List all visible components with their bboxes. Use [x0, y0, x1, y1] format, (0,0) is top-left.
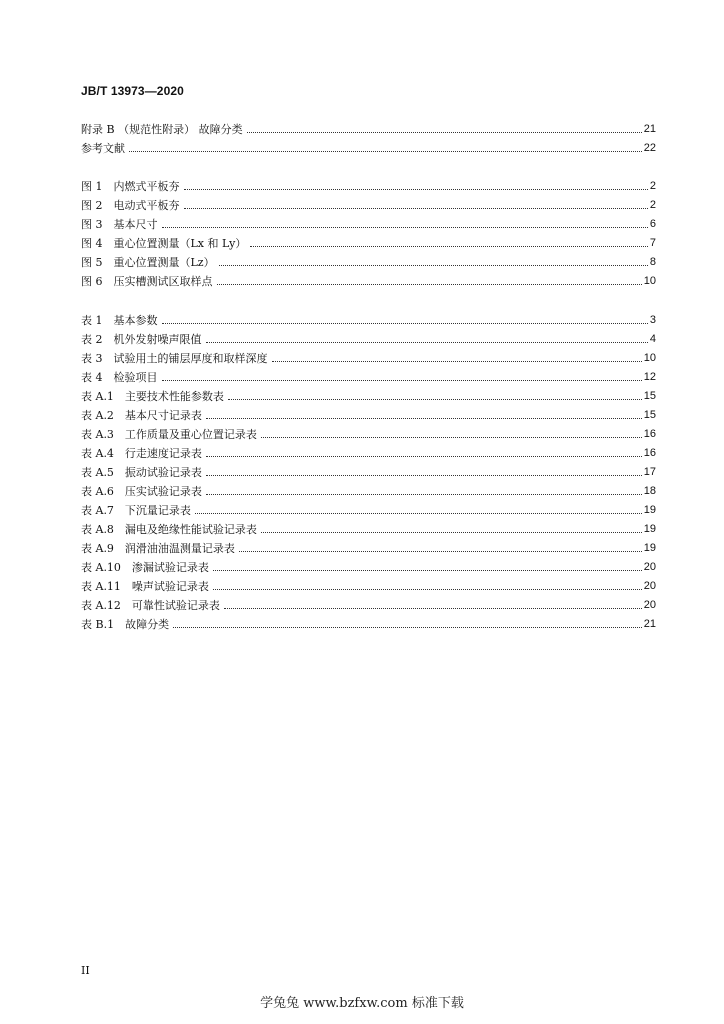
toc-entry[interactable]: [81, 327, 656, 346]
toc-entry-page: 19: [643, 523, 656, 535]
toc-entry-page: 8: [649, 256, 656, 268]
toc-entry-title: 表 B.1 故障分类: [81, 618, 170, 631]
toc-entry-page: 19: [643, 542, 656, 554]
toc-entry[interactable]: [81, 136, 656, 155]
dot-leader: [206, 493, 642, 495]
dot-leader: [206, 474, 642, 476]
toc-entry-title: 表 2 机外发射噪声限值: [81, 333, 202, 346]
toc-entry[interactable]: [81, 422, 656, 441]
toc-entry-title: 附录 B （规范性附录） 故障分类: [81, 123, 243, 136]
toc-entry-title: 表 A.2 基本尺寸记录表: [81, 409, 202, 422]
toc-entry[interactable]: [81, 384, 656, 403]
toc-entry-title: 表 4 检验项目: [81, 371, 158, 384]
toc-entry[interactable]: [81, 479, 656, 498]
toc-entry[interactable]: [81, 365, 656, 384]
dot-leader: [195, 512, 642, 514]
toc-entry[interactable]: [81, 231, 656, 250]
toc-entry-page: 15: [643, 390, 656, 402]
document-code: [81, 84, 184, 98]
dot-leader: [217, 283, 642, 285]
toc-entry-page: 3: [649, 314, 656, 326]
toc-entry-title: 表 A.7 下沉量记录表: [81, 504, 191, 517]
toc-entry-title: 图 1 内燃式平板夯: [81, 180, 180, 193]
toc-entry[interactable]: [81, 498, 656, 517]
document-code-text: JB/T 13973—2020: [81, 84, 184, 98]
dot-leader: [162, 379, 642, 381]
toc-entry-title: 表 A.9 润滑油油温测量记录表: [81, 542, 235, 555]
dot-leader: [239, 550, 642, 552]
dot-leader: [162, 226, 648, 228]
toc-entry-page: 6: [649, 218, 656, 230]
toc-entry-title: 图 6 压实槽测试区取样点: [81, 275, 213, 288]
toc-entry-title: 表 A.10 渗漏试验记录表: [81, 561, 209, 574]
toc-entry[interactable]: [81, 117, 656, 136]
toc-entry-title: 表 A.11 噪声试验记录表: [81, 580, 209, 593]
toc-entry-page: 22: [643, 142, 656, 154]
toc-entry[interactable]: [81, 308, 656, 327]
dot-leader: [261, 531, 642, 533]
toc-entry-page: 21: [643, 123, 656, 135]
toc-entry-page: 7: [649, 237, 656, 249]
toc-entry-title: 表 A.4 行走速度记录表: [81, 447, 202, 460]
toc-entry[interactable]: [81, 346, 656, 365]
dot-leader: [250, 245, 648, 247]
toc-entry-page: 19: [643, 504, 656, 516]
dot-leader: [184, 207, 648, 209]
toc-entry-page: 21: [643, 618, 656, 630]
watermark-text: 学兔兔 www.bzfxw.com 标准下载: [260, 996, 464, 1011]
toc-entry-page: 17: [643, 466, 656, 478]
toc-entry[interactable]: [81, 441, 656, 460]
dot-leader: [213, 588, 642, 590]
dot-leader: [173, 626, 642, 628]
toc-table-list: [81, 308, 656, 631]
toc-entry-page: 16: [643, 447, 656, 459]
toc-entry-page: 20: [643, 561, 656, 573]
toc-entry[interactable]: [81, 269, 656, 288]
toc-entry-title: 图 2 电动式平板夯: [81, 199, 180, 212]
toc-entry-title: 图 5 重心位置测量（Lz）: [81, 256, 215, 269]
toc-entry-page: 15: [643, 409, 656, 421]
dot-leader: [213, 569, 642, 571]
toc-figure-list: [81, 174, 656, 288]
toc-entry[interactable]: [81, 536, 656, 555]
dot-leader: [224, 607, 642, 609]
dot-leader: [272, 360, 642, 362]
toc-entry-page: 4: [649, 333, 656, 345]
toc-entry[interactable]: [81, 212, 656, 231]
toc-entry-title: 图 4 重心位置测量（Lx 和 Ly）: [81, 237, 247, 250]
toc-entry-title: 表 A.8 漏电及绝缘性能试验记录表: [81, 523, 257, 536]
toc-entry-page: 20: [643, 599, 656, 611]
toc-entry-page: 18: [643, 485, 656, 497]
toc-entry-title: 表 A.5 振动试验记录表: [81, 466, 202, 479]
toc-entry-page: 10: [643, 275, 656, 287]
toc-entry-title: 表 A.3 工作质量及重心位置记录表: [81, 428, 257, 441]
toc-entry-page: 2: [649, 180, 656, 192]
dot-leader: [162, 322, 648, 324]
dot-leader: [129, 150, 642, 152]
dot-leader: [184, 188, 648, 190]
toc-entry-title: 表 1 基本参数: [81, 314, 158, 327]
dot-leader: [247, 131, 642, 133]
toc-entry-title: 参考文献: [81, 142, 125, 155]
toc-entry-title: 表 3 试验用土的铺层厚度和取样深度: [81, 352, 268, 365]
toc-entry-title: 表 A.12 可靠性试验记录表: [81, 599, 220, 612]
toc-entry-title: 表 A.1 主要技术性能参数表: [81, 390, 224, 403]
dot-leader: [228, 398, 642, 400]
toc-entry[interactable]: [81, 250, 656, 269]
toc-entry-page: 12: [643, 371, 656, 383]
toc-appendix-list: [81, 117, 656, 155]
toc-entry[interactable]: [81, 574, 656, 593]
toc-entry-page: 16: [643, 428, 656, 440]
toc-entry[interactable]: [81, 403, 656, 422]
toc-entry[interactable]: [81, 193, 656, 212]
dot-leader: [206, 341, 648, 343]
dot-leader: [206, 417, 642, 419]
toc-entry[interactable]: [81, 612, 656, 631]
page-number: II: [81, 964, 90, 977]
toc-entry-title: 图 3 基本尺寸: [81, 218, 158, 231]
toc-entry-page: 10: [643, 352, 656, 364]
toc-entry-title: 表 A.6 压实试验记录表: [81, 485, 202, 498]
toc-entry-page: 2: [649, 199, 656, 211]
toc-entry[interactable]: [81, 593, 656, 612]
toc-entry[interactable]: [81, 460, 656, 479]
toc-entry[interactable]: [81, 174, 656, 193]
toc-entry[interactable]: [81, 555, 656, 574]
dot-leader: [206, 455, 642, 457]
dot-leader: [219, 264, 648, 266]
dot-leader: [261, 436, 642, 438]
toc-entry[interactable]: [81, 517, 656, 536]
toc-entry-page: 20: [643, 580, 656, 592]
